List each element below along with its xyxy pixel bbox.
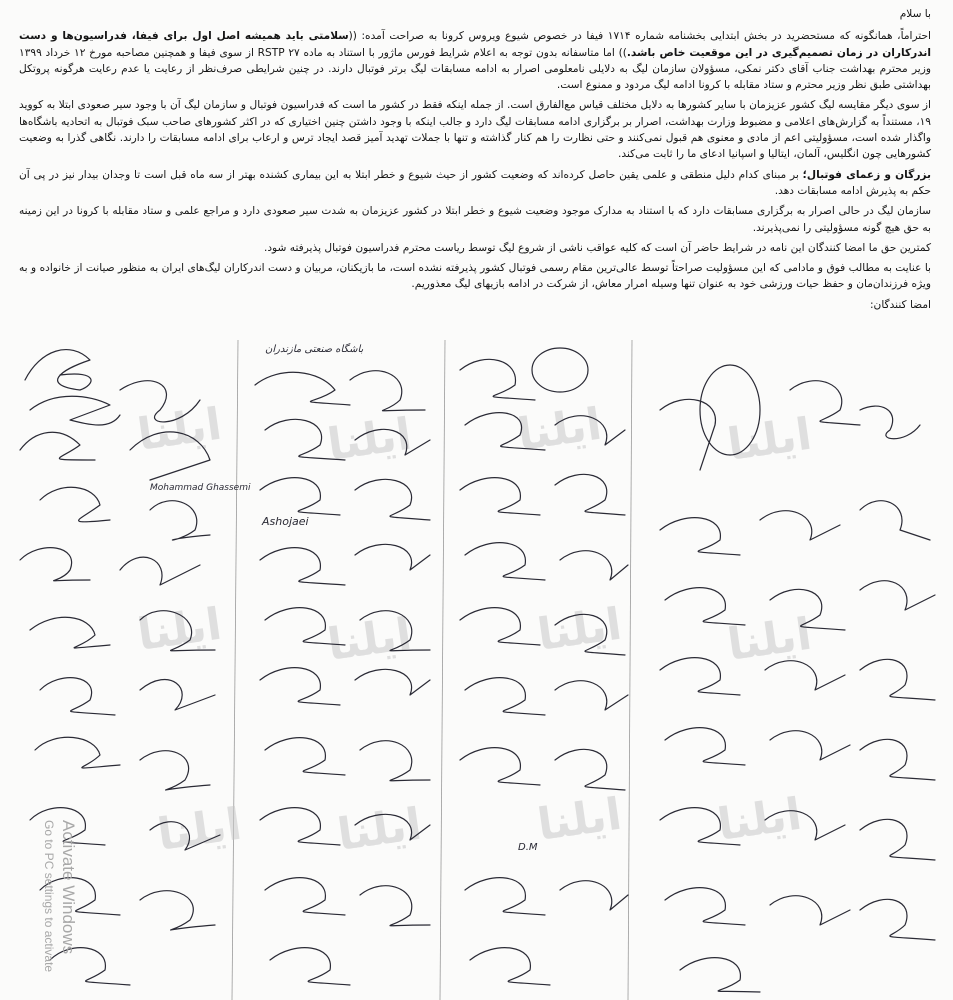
letter-paragraph-2: از سوی دیگر مقایسه لیگ کشور عزیزمان با سایر کشورها به دلایل مختلف قیاس مع‌الفارق است. از جمله اینکه فقط در کشور ما است که فدراسیون فوتبال و سازمان لیگ آن با وجود سیر صعودی ابتلا به کووید ۱۹، مستنداً به گزارش‌های اعلامی و مضبوط وزارت بهداشت، اصرار بر برگزاری ادامه مسابقات لیگ دارد و جالب اینکه با وجود داشتن چنین اختیاری که در اکثر کشورهای صاحب سبک فوتبال به اتحادیه باشگاه‌ها واگذار شده است، مسؤولیتی اعم از مادی و معنوی هم قبول نمی‌کنند و حتی نظارت را هم کنار گذاشته و تنها با جملات تهدید آمیز قصد ایجاد ترس و ارعاب برای ادامه مسابقات را دارند. نگاهی گذرا به وضعیت کشورهایی چون انگلیس، آلمان، ایتالیا و اسپانیا ادعای ما را ثابت می‌کند. [19,99,931,161]
signature-name: Mohammad Ghassemi [150,483,251,493]
signature-name: Ashojaei [262,515,309,528]
watermark-text: ایلنا [714,788,805,851]
watermark-text: ایلنا [534,598,625,661]
letter-paragraph-6: با عنایت به مطالب فوق و مادامی که این مسؤولیت صراحتاً توسط عالی‌ترین مقام رسمی فوتبال کشور پذیرفته نشده است، ما بازیکنان، مربیان و دست اندرکاران لیگ‌های ایران به منظور صیانت از خانواده و به ویژه فرزندان‌مان و حفظ حیات ورزشی خود به عنوان تنها وسیله امرار معاش، از شرکت در ادامه بازیهای لیگ معذوریم. [19,262,931,291]
signers-label: امضا کنندگان: [869,298,931,311]
column-divider [440,340,445,1000]
watermark-text: ایلنا [514,398,605,461]
column-note: باشگاه صنعتی مازندران [265,344,364,355]
activate-windows-title: Activate Windows [59,820,78,955]
signature-area [0,330,953,1000]
column-divider [232,340,238,1000]
watermark-text: ایلنا [724,608,815,671]
watermark-text: ایلنا [324,408,415,471]
letter-paragraph-3 [19,167,931,200]
letter-paragraph-5: کمترین حق ما امضا کنندگان این نامه در شرایط حاضر آن است که کلیه عواقب ناشی از شروع لیگ توسط ریاست محترم فدراسیون فوتبال پذیرفته شود. [263,241,931,254]
column-divider [628,340,632,1000]
watermark-text: ایلنا [134,398,225,461]
paragraph-1-intro: احتراماً، همانگونه که مستحضرید در بخش ابتدایی بخشنامه شماره ۱۷۱۴ فیفا در خصوص شیوع ویروس کرونا به صراحت آمده: (( [348,30,931,43]
watermark-text: ایلنا [724,408,815,471]
watermark-text: ایلنا [324,608,415,671]
letter-paragraph-1 [19,28,931,93]
letter-greeting: با سلام [899,8,931,20]
activate-windows-subtitle: Go to PC settings to activate [42,820,56,973]
watermark-text: ایلنا [134,598,225,661]
paragraph-3-address: بزرگان و زعمای فوتبال؛ [802,168,931,181]
activate-windows-notice [42,820,78,972]
paragraph-3-body: بر مبنای کدام دلیل منطقی و علمی یقین حاصل کرده‌اند که وضعیت کشور از حیث شیوع و خطر ابتلا به این بیماری کشنده بهتر از سه ماه قبل است تا وجدان بیدار نیز در پی آن حکم به پذیرش ادامه مسابقات دهد. [19,168,931,197]
watermark-text: ایلنا [534,788,625,851]
letter-paragraph-4: سازمان لیگ در حالی اصرار به برگزاری مسابقات دارد که با استناد به مدارک موجود وضعیت شیوع و خطر ابتلا در کشور عزیزمان به شدت سیر صعودی دارد و مراجع علمی و ستاد مقابله با کرونا در این زمینه به حق هیچ گونه مسؤولیتی را نمی‌پذیرند. [19,205,931,234]
fifa-quote: سلامتی باید همیشه اصل اول برای فیفا، فدراسیون‌ها و دست اندرکاران در زمان تصمیم‌گیری در این موقعیت خاص باشد. [19,30,931,59]
paragraph-1-body: )) اما متاسفانه بدون توجه به اعلام شرایط فورس ماژور با استناد به ماده ۲۷ RSTP از سوی فیفا و همچنین مصاحبه مورخ ۱۲ خرداد ۱۳۹۹ وزیر محترم بهداشت جناب آقای دکتر نمکی، مسؤولان سازمان لیگ به دلایلی نامعلومی اصرار به ادامه مسابقات لیگ برتر فوتبال دارند. در چنین شرایطی صرف‌نظر از رعایت یا عدم رعایت هرگونه پروتکل بهداشتی طبق نظر وزیر محترم و ستاد مقابله با کرونا ادامه لیگ مردود و ممنوع است. [19,46,931,92]
letter-body [19,6,931,317]
watermark-text: ایلنا [154,798,245,861]
watermark-text: ایلنا [334,798,425,861]
signature-name: D.M [518,842,538,853]
